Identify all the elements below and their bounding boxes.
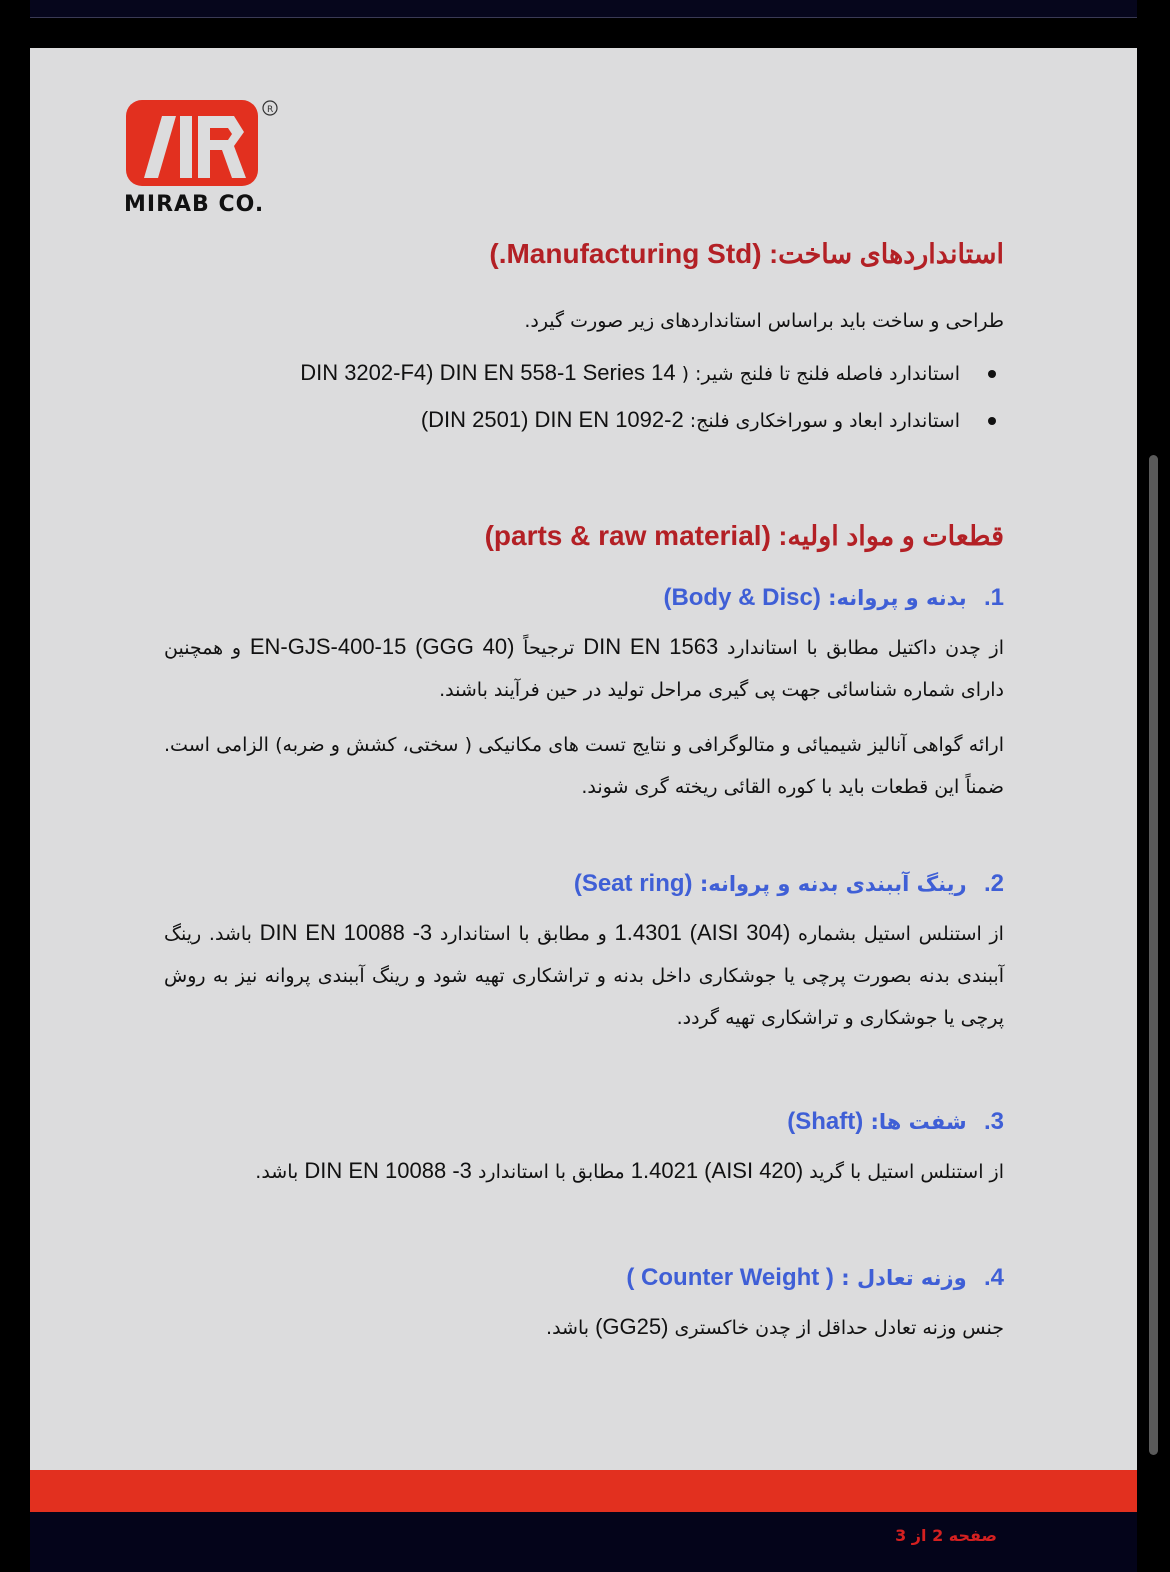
item-number: 4. xyxy=(983,1264,1004,1291)
text-en: DIN EN 1563 xyxy=(583,634,719,659)
top-bar xyxy=(30,0,1137,18)
manufacturing-heading xyxy=(489,238,1004,270)
text: از استنلس استیل با گرید xyxy=(809,1161,1004,1183)
item-title-fa: بدنه و پروانه: xyxy=(828,586,967,610)
item-paragraph xyxy=(164,912,1004,1039)
item-paragraph xyxy=(164,1150,1004,1193)
list-item xyxy=(300,397,1004,444)
text: باشد. xyxy=(255,1161,299,1183)
text: و مطابق با استاندارد xyxy=(439,923,607,945)
text-en: 3- DIN EN 10088 xyxy=(304,1158,472,1183)
standards-list xyxy=(300,350,1004,444)
text-en: (AISI 304) 1.4301 xyxy=(614,920,791,945)
page-number xyxy=(895,1526,997,1545)
list-item xyxy=(300,350,1004,397)
parts-heading-fa: قطعات و مواد اولیه: xyxy=(778,521,1004,551)
item-title-en: (Shaft) xyxy=(787,1108,864,1135)
text: از چدن داکتیل مطابق با استاندارد xyxy=(726,637,1005,659)
text: ترجیحاً xyxy=(523,637,575,659)
text: باشد. xyxy=(546,1317,590,1339)
footer-accent-band xyxy=(30,1470,1137,1512)
mirab-logo xyxy=(122,98,282,218)
total-pages: 3 xyxy=(895,1526,907,1545)
bullet-icon xyxy=(988,370,996,378)
manufacturing-heading-fa: استانداردهای ساخت: xyxy=(769,239,1004,269)
item-heading-counter-weight xyxy=(626,1264,1004,1292)
text-en: (AISI 420) 1.4021 xyxy=(630,1158,804,1183)
text: و همچنین دارای شماره شناسائی جهت پی گیری مراحل تولید در حین فرآیند باشند. xyxy=(164,637,1004,701)
manufacturing-intro: طراحی و ساخت باید براساس استانداردهای زیر صورت گیرد. xyxy=(524,310,1004,332)
logo-text: MIRAB CO. xyxy=(124,192,265,217)
text-en: (GG25) xyxy=(595,1314,669,1339)
bullet-text-fa: استاندارد فاصله فلنج تا فلنج شیر: ( xyxy=(681,363,960,385)
document-page xyxy=(30,48,1137,1470)
item-title-fa: رینگ آببندی بدنه و پروانه: xyxy=(699,872,967,896)
bullet-icon xyxy=(988,417,996,425)
parts-heading xyxy=(485,520,1004,552)
text-en: 3- DIN EN 10088 xyxy=(259,920,433,945)
item-title-fa: شفت ها: xyxy=(870,1110,967,1134)
svg-text:R: R xyxy=(267,105,274,115)
text: باشد. رینگ آببندی بدنه بصورت پرچی یا جوشکاری داخل بدنه و تراشکاری تهیه شود و رینگ آببندی پروانه نیز به روش پرچی یا جوشکاری و تراشکاری تهیه گردد. xyxy=(164,923,1004,1029)
item-number: 3. xyxy=(983,1108,1004,1135)
bullet-text-en: DIN 3202-F4) DIN EN 558-1 Series 14 xyxy=(300,360,676,385)
text: جنس وزنه تعادل حداقل از چدن خاکستری xyxy=(674,1317,1004,1339)
page-label: صفحه xyxy=(948,1526,997,1545)
item-number: 2. xyxy=(983,870,1004,897)
item-heading-shaft xyxy=(787,1108,1004,1136)
text: مطابق با استاندارد xyxy=(477,1161,625,1183)
page-of: از xyxy=(911,1526,927,1545)
bullet-text-en: (DIN 2501) DIN EN 1092-2 xyxy=(420,407,684,432)
item-number: 1. xyxy=(983,584,1004,611)
item-paragraph: ارائه گواهی آنالیز شیمیائی و متالوگرافی و نتایج تست های مکانیکی ( سختی، کشش و ضربه) الزامی است. ضمناً این قطعات باید با کوره القائی ریخته گری شوند. xyxy=(164,734,1004,798)
footer xyxy=(30,1512,1137,1572)
item-paragraph xyxy=(164,626,1004,711)
parts-heading-en: (parts & raw material) xyxy=(484,520,771,551)
manufacturing-heading-en: (Manufacturing Std.) xyxy=(489,238,762,269)
vertical-scrollbar[interactable] xyxy=(1149,455,1158,1455)
item-title-en: (Seat ring) xyxy=(573,870,693,897)
item-heading-seat-ring xyxy=(574,870,1004,898)
item-title-fa: وزنه تعادل : xyxy=(841,1266,967,1290)
item-paragraph xyxy=(164,1306,1004,1349)
item-heading-body-disc xyxy=(663,584,1004,612)
current-page: 2 xyxy=(932,1526,944,1545)
bullet-text-fa: استاندارد ابعاد و سوراخکاری فلنج: xyxy=(689,410,960,432)
text-en: EN-GJS-400-15 (GGG 40) xyxy=(249,634,515,659)
text: از استنلس استیل بشماره xyxy=(798,923,1004,945)
item-title-en: (Body & Disc) xyxy=(663,584,821,611)
item-title-en: ( Counter Weight ) xyxy=(626,1264,834,1291)
